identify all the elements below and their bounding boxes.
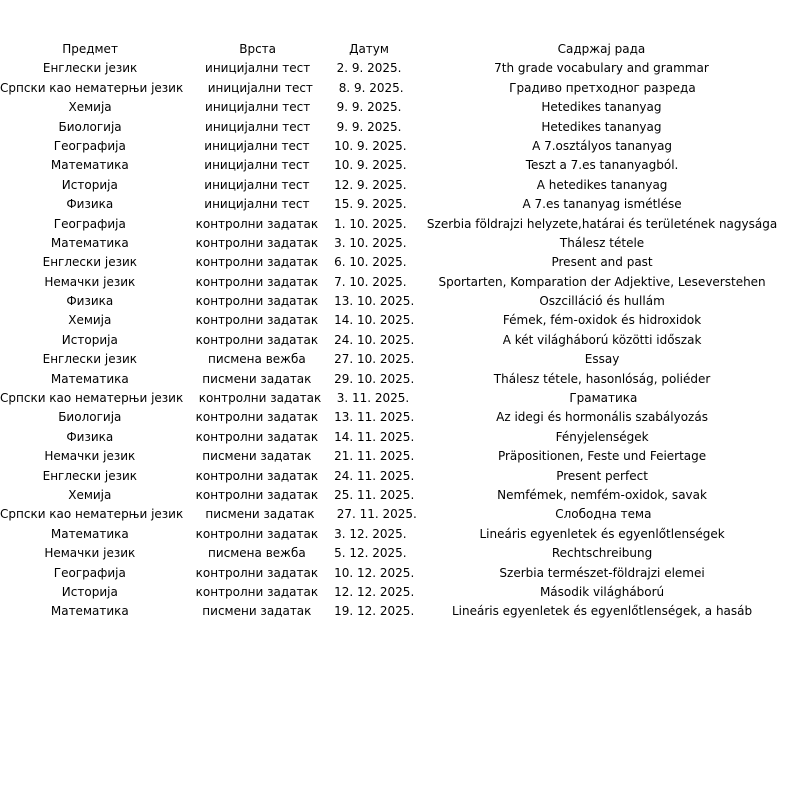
table-row (0, 137, 800, 156)
cell-type: писмени задатак (202, 604, 312, 619)
table-row (0, 273, 800, 292)
table-row (0, 195, 800, 214)
table-row (0, 59, 800, 78)
cell-subject: Енглески језик (42, 255, 137, 270)
table-row (0, 311, 800, 330)
cell-content: Fémek, fém-oxidok és hidroxidok (502, 313, 702, 328)
cell-subject: Немачки језик (44, 274, 136, 289)
cell-content: Lineáris egyenletek és egyenlőtlenségek, a hasáb (451, 604, 753, 619)
cell-date: 9. 9. 2025. (336, 119, 402, 134)
cell-content: Az idegi és hormonális szabályozás (496, 410, 708, 425)
cell-content: Rechtschreibung (551, 546, 653, 561)
cell-type: контролни задатак (195, 526, 319, 541)
cell-content: Present perfect (556, 468, 648, 483)
cell-type: контролни задатак (195, 410, 319, 425)
table-row (0, 544, 800, 563)
cell-subject: Физика (66, 294, 114, 309)
cell-subject: Физика (66, 429, 114, 444)
cell-date: 8. 9. 2025. (338, 80, 404, 95)
cell-subject: Историја (61, 332, 118, 347)
cell-type: писмени задатак (205, 507, 315, 522)
table-row (0, 486, 800, 505)
table-row (0, 583, 800, 602)
cell-subject: Српски као нематерњи језик (0, 391, 184, 406)
table-body (0, 59, 800, 621)
cell-date: 9. 9. 2025. (336, 100, 402, 115)
cell-date: 27. 10. 2025. (334, 352, 415, 367)
cell-content: Präpositionen, Feste und Feiertage (497, 449, 707, 464)
cell-subject: Хемија (68, 487, 112, 502)
cell-subject: Српски као нематерњи језик (0, 507, 184, 522)
cell-type: контролни задатак (198, 391, 322, 406)
cell-subject: Биологија (58, 119, 122, 134)
cell-content: Szerbia természet-földrajzi elemei (499, 565, 705, 580)
cell-content: Thálesz tétele, hasonlóság, poliéder (493, 371, 711, 386)
cell-type: контролни задатак (195, 565, 319, 580)
table-row (0, 370, 800, 389)
cell-content: Thálesz tétele (559, 235, 645, 250)
cell-date: 19. 12. 2025. (334, 604, 415, 619)
cell-type: контролни задатак (195, 255, 319, 270)
cell-content: Sportarten, Komparation der Adjektive, Leseverstehen (438, 274, 766, 289)
cell-date: 3. 11. 2025. (336, 391, 410, 406)
table-row (0, 215, 800, 234)
cell-type: контролни задатак (195, 487, 319, 502)
table-row (0, 253, 800, 272)
cell-type: писмена вежба (208, 352, 306, 367)
cell-date: 13. 11. 2025. (334, 410, 415, 425)
cell-date: 14. 10. 2025. (334, 313, 415, 328)
header-subject: Предмет (62, 42, 118, 56)
cell-type: контролни задатак (195, 235, 319, 250)
cell-subject: Хемија (68, 313, 112, 328)
cell-content: Граматика (569, 391, 638, 406)
cell-date: 6. 10. 2025. (334, 255, 407, 270)
cell-subject: Енглески језик (42, 61, 138, 76)
cell-date: 10. 9. 2025. (334, 138, 407, 153)
table-row (0, 350, 800, 369)
cell-date: 1. 10. 2025. (334, 216, 407, 231)
cell-type: иницијални тест (204, 197, 310, 212)
table-row (0, 564, 800, 583)
cell-date: 3. 12. 2025. (334, 526, 407, 541)
table-row (0, 447, 800, 466)
cell-type: иницијални тест (207, 80, 313, 95)
cell-date: 3. 10. 2025. (334, 235, 407, 250)
cell-content: Fényjelenségek (555, 429, 649, 444)
cell-content: A 7.es tananyag ismétlése (522, 197, 682, 212)
cell-type: писмена вежба (208, 546, 306, 561)
cell-type: контролни задатак (195, 332, 319, 347)
cell-date: 13. 10. 2025. (334, 294, 415, 309)
cell-date: 24. 10. 2025. (334, 332, 415, 347)
table-row (0, 428, 800, 447)
cell-type: иницијални тест (205, 100, 311, 115)
cell-subject: Историја (61, 584, 118, 599)
cell-type: иницијални тест (205, 119, 311, 134)
table-row (0, 118, 800, 137)
cell-date: 12. 12. 2025. (334, 584, 415, 599)
cell-subject: Биологија (58, 410, 122, 425)
cell-content: Lineáris egyenletek és egyenlőtlenségek (479, 526, 725, 541)
cell-date: 27. 11. 2025. (336, 507, 417, 522)
cell-type: контролни задатак (195, 468, 319, 483)
cell-date: 25. 11. 2025. (334, 487, 415, 502)
cell-subject: Математика (50, 235, 129, 250)
cell-subject: Географија (53, 565, 126, 580)
cell-subject: Енглески језик (42, 468, 137, 483)
cell-content: A hetedikes tananyag (536, 177, 668, 192)
cell-type: иницијални тест (205, 61, 311, 76)
cell-type: контролни задатак (195, 274, 319, 289)
cell-content: Essay (584, 352, 620, 367)
cell-type: иницијални тест (204, 158, 310, 173)
cell-content: Teszt a 7.es tananyagból. (525, 158, 679, 173)
cell-subject: Географија (53, 138, 126, 153)
table-row (0, 79, 800, 98)
table-row (0, 331, 800, 350)
cell-date: 21. 11. 2025. (334, 449, 415, 464)
table-row (0, 292, 800, 311)
cell-subject: Хемија (68, 100, 112, 115)
header-row (0, 40, 800, 59)
cell-content: 7th grade vocabulary and grammar (494, 61, 709, 76)
cell-content: Hetedikes tananyag (541, 100, 662, 115)
cell-subject: Математика (50, 371, 129, 386)
cell-type: контролни задатак (195, 429, 319, 444)
table-row (0, 156, 800, 175)
header-date: Датум (349, 42, 389, 56)
cell-subject: Математика (50, 158, 129, 173)
cell-content: Слободна тема (555, 507, 652, 522)
cell-type: контролни задатак (195, 294, 319, 309)
table-row (0, 176, 800, 195)
table-row (0, 525, 800, 544)
cell-content: Szerbia földrajzi helyzete,határai és területének nagysága (426, 216, 778, 231)
table-row (0, 467, 800, 486)
cell-date: 12. 9. 2025. (334, 177, 407, 192)
cell-subject: Српски као нематерњи језик (0, 80, 184, 95)
cell-content: Hetedikes tananyag (541, 119, 662, 134)
cell-type: иницијални тест (204, 177, 310, 192)
table-row (0, 602, 800, 621)
cell-subject: Немачки језик (44, 546, 136, 561)
cell-subject: Географија (53, 216, 126, 231)
cell-content: Present and past (551, 255, 653, 270)
cell-date: 15. 9. 2025. (334, 197, 407, 212)
cell-subject: Физика (66, 197, 114, 212)
cell-content: A két világháború közötti időszak (502, 332, 702, 347)
cell-type: контролни задатак (195, 313, 319, 328)
cell-date: 24. 11. 2025. (334, 468, 415, 483)
cell-content: Nemfémek, nemfém-oxidok, savak (497, 487, 707, 502)
table-row (0, 234, 800, 253)
test-schedule-table (0, 40, 800, 622)
cell-content: A 7.osztályos tananyag (532, 138, 673, 153)
cell-date: 5. 12. 2025. (334, 546, 407, 561)
cell-date: 10. 9. 2025. (334, 158, 407, 173)
cell-type: писмени задатак (202, 371, 312, 386)
table-row (0, 408, 800, 427)
table-row (0, 505, 800, 524)
cell-date: 10. 12. 2025. (334, 565, 415, 580)
cell-type: иницијални тест (204, 138, 310, 153)
header-content: Садржај рада (557, 42, 646, 56)
cell-content: Градиво претходног разреда (509, 80, 696, 95)
cell-subject: Историја (61, 177, 118, 192)
cell-content: Oszcilláció és hullám (539, 294, 665, 309)
cell-subject: Математика (50, 604, 129, 619)
cell-type: контролни задатак (195, 216, 319, 231)
cell-subject: Енглески језик (42, 352, 137, 367)
cell-type: писмени задатак (202, 449, 312, 464)
cell-subject: Математика (50, 526, 129, 541)
cell-type: контролни задатак (195, 584, 319, 599)
cell-content: Második világháború (539, 584, 665, 599)
cell-date: 2. 9. 2025. (336, 61, 402, 76)
table-row (0, 98, 800, 117)
cell-date: 7. 10. 2025. (334, 274, 407, 289)
cell-subject: Немачки језик (44, 449, 136, 464)
header-type: Врста (239, 42, 277, 56)
cell-date: 29. 10. 2025. (334, 371, 415, 386)
table-row (0, 389, 800, 408)
cell-date: 14. 11. 2025. (334, 429, 415, 444)
